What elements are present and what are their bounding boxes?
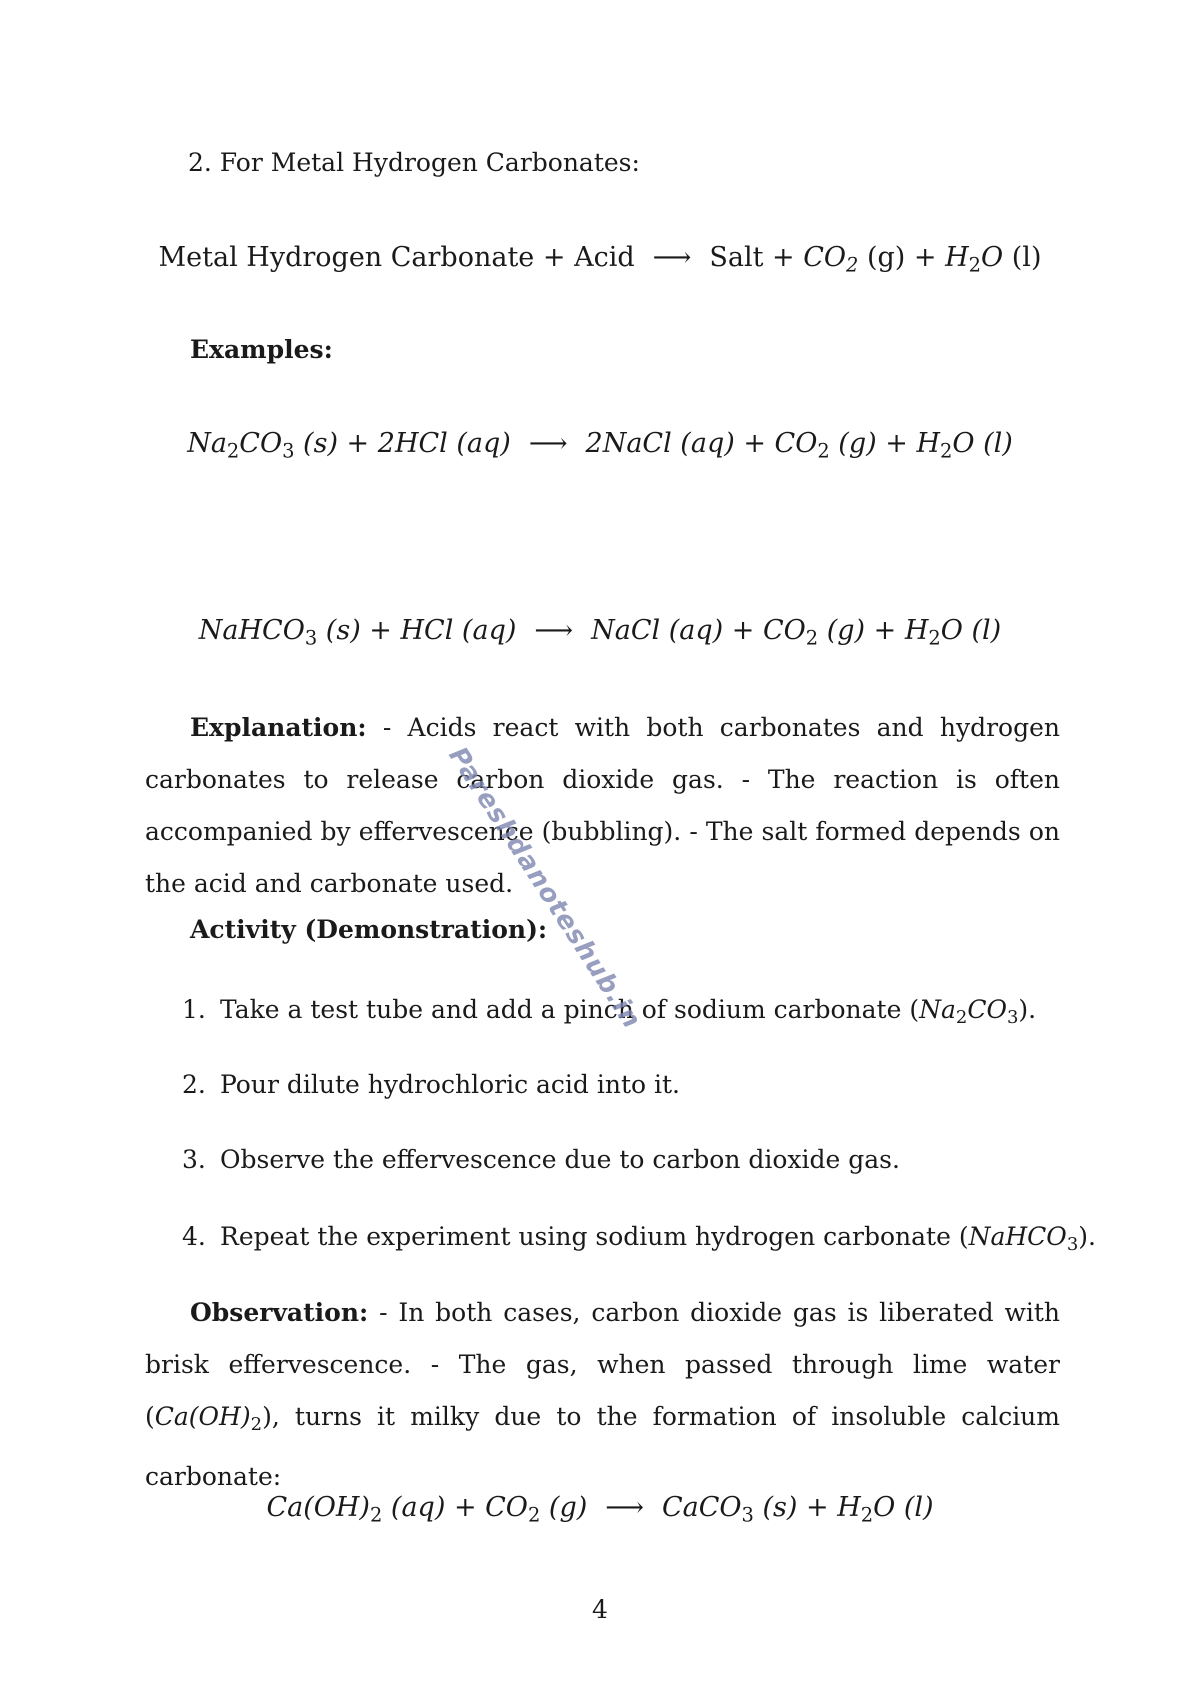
equation-lime-water: $Ca(OH)_2$ $(aq) + CO_2$ (g) ⟶ CaCO$_3$ $(s) + H_2O$ (l) [266,1492,934,1527]
list-item: 3. Observe the effervescence due to carbon dioxide gas. [182,1145,900,1174]
watermark: Pareshdanoteshub.in [442,741,647,1035]
equation-sodium-carbonate: $Na_2CO_3$ (s) + 2HCl (aq) ⟶ 2NaCl $(aq) + CO_2$ $(g) + H_2O$ (l) [187,428,1013,463]
section-heading: 2. For Metal Hydrogen Carbonates: [188,148,640,177]
observation-paragraph: Observation: - In both cases, carbon dioxide gas is liberated with brisk effervescence. - The gas, when passed through lime water $(Ca(OH)_2)$, turns it milky due to the formation of insoluble calcium carbonate: [145,1298,1060,1492]
observation-label: Observation: [190,1298,369,1327]
examples-label: Examples: [190,335,333,364]
list-item: 2. Pour dilute hydrochloric acid into it. [182,1070,680,1099]
equation-sodium-hydrogen-carbonate: NaHCO$_3$ (s) + HCl (aq) ⟶ NaCl $(aq) + CO_2$ $(g) + H_2O$ (l) [198,615,1002,650]
page-number: 4 [592,1595,608,1624]
list-item: 4. Repeat the experiment using sodium hydrogen carbonate (NaHCO$_3$). [182,1222,1096,1256]
general-equation: Metal Hydrogen Carbonate + Acid ⟶ Salt + $CO_2$ $(g) + H_2O$ (l) [158,242,1042,277]
arrow: ⟶ [652,242,692,273]
explanation-paragraph: Explanation: - Acids react with both carbonates and hydrogen carbonates to release carbon dioxide gas. - The reaction is often accompanied by effervescence (bubbling). - The salt formed depends on the acid and carbonate used. [145,713,1060,898]
explanation-label: Explanation: [190,713,367,742]
list-item: 1. Take a test tube and add a pinch of sodium carbonate $(Na_2CO_3)$. [182,995,1037,1029]
activity-label: Activity (Demonstration): [190,915,548,944]
